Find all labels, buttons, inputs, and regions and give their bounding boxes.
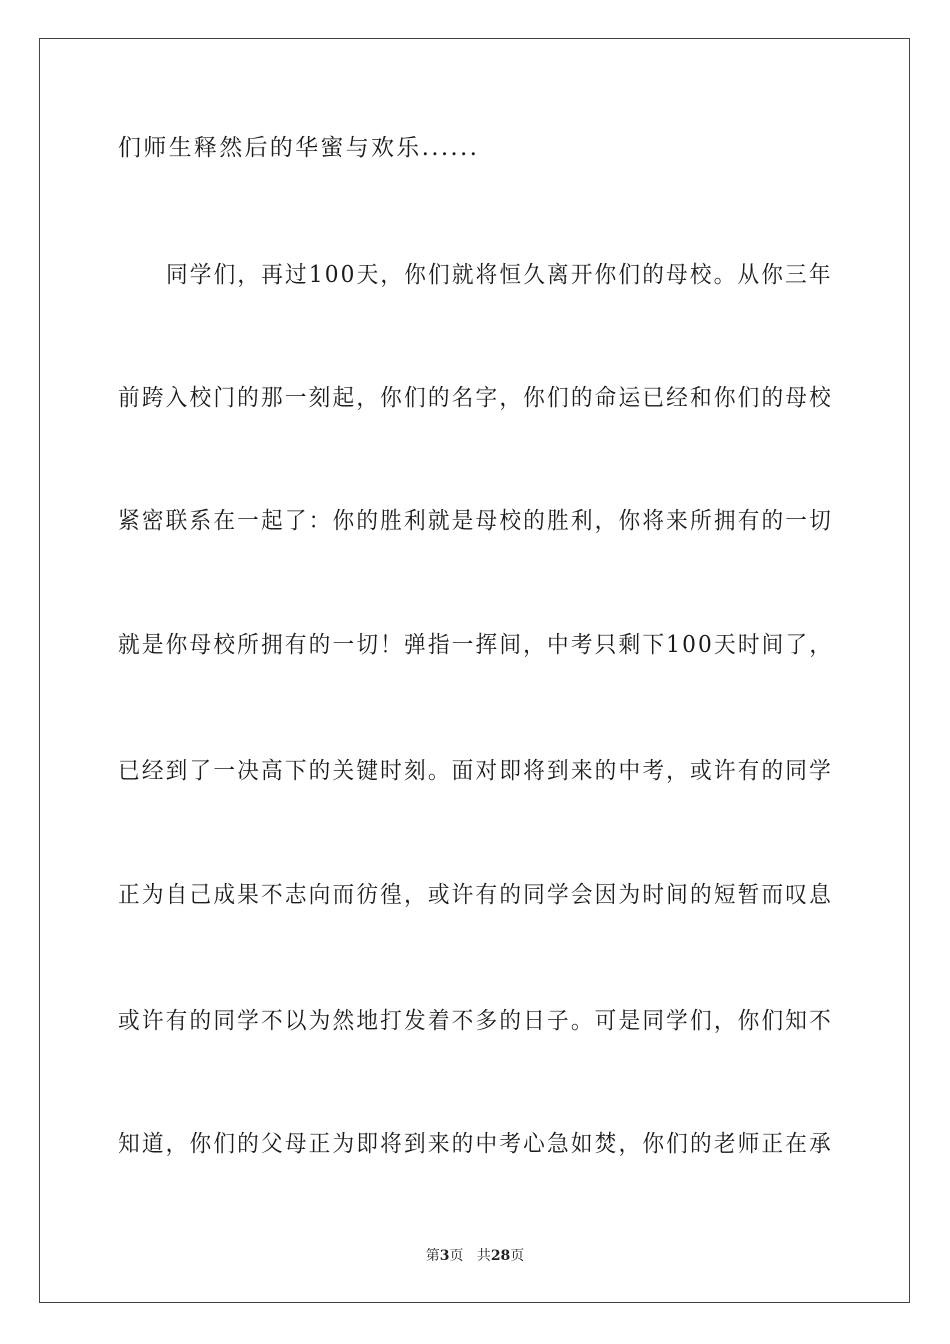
page-border <box>39 38 910 1303</box>
text-line-3: 前跨入校门的那一刻起，你们的名字，你们的命运已经和你们的母校 <box>118 385 833 411</box>
text-line-7: 正为自己成果不志向而彷徨，或许有的同学会因为时间的短暂而叹息 <box>118 882 833 908</box>
page-footer <box>0 1247 950 1265</box>
text-line-9: 知道，你们的父母正为即将到来的中考心急如焚，你们的老师正在承 <box>118 1131 833 1157</box>
total-suffix: 页 <box>510 1248 525 1264</box>
page-number: 3 <box>439 1248 450 1264</box>
total-pages: 28 <box>490 1248 511 1264</box>
text-line-1: 们师生释然后的华蜜与欢乐...... <box>118 135 480 161</box>
text-line-6: 已经到了一决高下的关键时刻。面对即将到来的中考，或许有的同学 <box>118 758 833 784</box>
text-line-5: 就是你母校所拥有的一切！弹指一挥间，中考只剩下100天时间了， <box>118 632 834 658</box>
page-suffix: 页 <box>449 1248 464 1264</box>
page-prefix: 第 <box>425 1248 440 1264</box>
text-line-8: 或许有的同学不以为然地打发着不多的日子。可是同学们，你们知不 <box>118 1008 833 1034</box>
text-line-4: 紧密联系在一起了：你的胜利就是母校的胜利，你将来所拥有的一切 <box>118 508 833 534</box>
text-line-2: 同学们，再过100天，你们就将恒久离开你们的母校。从你三年 <box>166 262 833 288</box>
total-prefix: 共 <box>476 1248 491 1264</box>
